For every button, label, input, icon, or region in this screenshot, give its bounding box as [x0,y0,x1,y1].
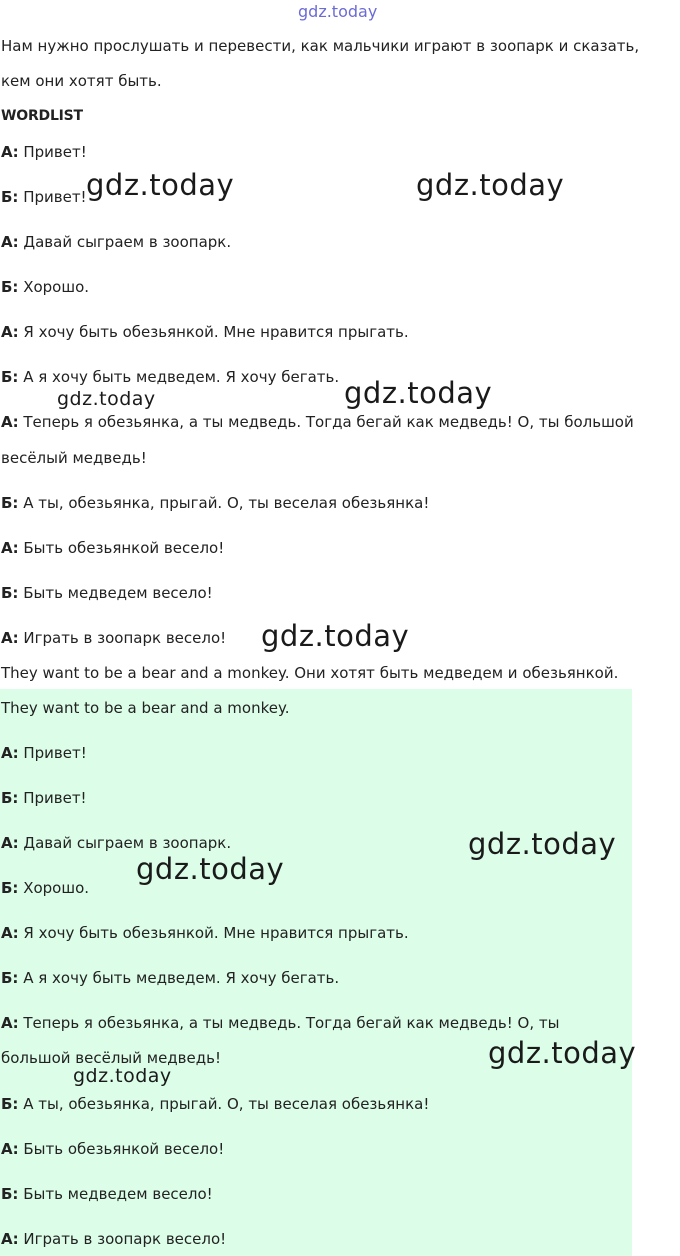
answer-dialogue-line [1,1013,559,1033]
dialogue-line [1,322,409,342]
dialogue-line [1,367,339,387]
speaker-label: Б: [1,368,19,386]
dialogue-text: А ты, обезьянка, прыгай. О, ты веселая обезьянка! [18,494,430,512]
dialogue-line [1,583,213,603]
dialogue-text: Теперь я обезьянка, а ты медведь. Тогда бегай как медведь! О, ты большой [18,413,634,431]
speaker-label: А: [1,834,19,852]
speaker-label: Б: [1,789,19,807]
watermark: gdz.today [73,1065,172,1087]
wordlist-title: WORDLIST [1,108,83,124]
speaker-label: А: [1,143,19,161]
speaker-label: А: [1,1014,19,1032]
dialogue-text: Привет! [18,188,87,206]
speaker-label: А: [1,744,19,762]
watermark: gdz.today [261,619,410,653]
dialogue-line-continuation: весёлый медведь! [1,449,147,467]
watermark: gdz.today [57,388,156,410]
dialogue-text: Привет! [18,143,87,161]
watermark: gdz.today [488,1036,637,1070]
dialogue-text: Давай сыграем в зоопарк. [18,233,232,251]
answer-dialogue-line [1,1184,213,1204]
dialogue-text: Я хочу быть обезьянкой. Мне нравится прыгать. [18,323,409,341]
answer-dialogue-line [1,788,87,808]
answer-dialogue-line [1,743,87,763]
speaker-label: А: [1,233,19,251]
dialogue-text: А я хочу быть медведем. Я хочу бегать. [18,969,340,987]
answer-first-line: They want to be a bear and a monkey. [1,699,290,717]
answer-dialogue-line-continuation: большой весёлый медведь! [1,1049,221,1067]
speaker-label: А: [1,1140,19,1158]
speaker-label: Б: [1,969,19,987]
speaker-label: А: [1,413,19,431]
speaker-label: Б: [1,278,19,296]
dialogue-text: Давай сыграем в зоопарк. [18,834,232,852]
dialogue-line [1,187,87,207]
dialogue-text: Быть медведем весело! [18,584,213,602]
speaker-label: Б: [1,494,19,512]
dialogue-text: Привет! [18,744,87,762]
dialogue-text: Хорошо. [18,278,90,296]
speaker-label: А: [1,924,19,942]
dialogue-line [1,232,231,252]
dialogue-line [1,538,224,558]
dialogue-line [1,412,634,432]
summary-line: They want to be a bear and a monkey. Они хотят быть медведем и обезьянкой. [1,664,619,682]
dialogue-text: Быть обезьянкой весело! [18,1140,225,1158]
watermark: gdz.today [136,852,285,886]
dialogue-line [1,142,87,162]
dialogue-line [1,493,429,513]
answer-dialogue-line [1,1229,226,1249]
dialogue-text: А я хочу быть медведем. Я хочу бегать. [18,368,340,386]
dialogue-text: А ты, обезьянка, прыгай. О, ты веселая обезьянка! [18,1095,430,1113]
watermark: gdz.today [344,376,493,410]
answer-dialogue-line [1,923,409,943]
dialogue-line [1,628,226,648]
speaker-label: Б: [1,188,19,206]
speaker-label: А: [1,539,19,557]
watermark: gdz.today [86,168,235,202]
answer-dialogue-line [1,968,339,988]
answer-dialogue-line [1,878,89,898]
speaker-label: Б: [1,879,19,897]
dialogue-line [1,277,89,297]
intro-line-1: Нам нужно прослушать и перевести, как мальчики играют в зоопарк и сказать, [1,37,640,55]
speaker-label: А: [1,323,19,341]
dialogue-text: Хорошо. [18,879,90,897]
intro-line-2: кем они хотят быть. [1,72,162,90]
watermark: gdz.today [468,827,617,861]
dialogue-text: Быть обезьянкой весело! [18,539,225,557]
dialogue-text: Привет! [18,789,87,807]
speaker-label: А: [1,629,19,647]
watermark: gdz.today [416,168,565,202]
speaker-label: А: [1,1230,19,1248]
dialogue-text: Теперь я обезьянка, а ты медведь. Тогда бегай как медведь! О, ты [18,1014,560,1032]
dialogue-text: Играть в зоопарк весело! [18,1230,227,1248]
speaker-label: Б: [1,584,19,602]
dialogue-text: Я хочу быть обезьянкой. Мне нравится прыгать. [18,924,409,942]
dialogue-text: Быть медведем весело! [18,1185,213,1203]
speaker-label: Б: [1,1185,19,1203]
answer-dialogue-line [1,833,231,853]
site-logo[interactable]: gdz.today [298,2,378,21]
answer-dialogue-line [1,1139,224,1159]
dialogue-text: Играть в зоопарк весело! [18,629,227,647]
answer-dialogue-line [1,1094,429,1114]
speaker-label: Б: [1,1095,19,1113]
